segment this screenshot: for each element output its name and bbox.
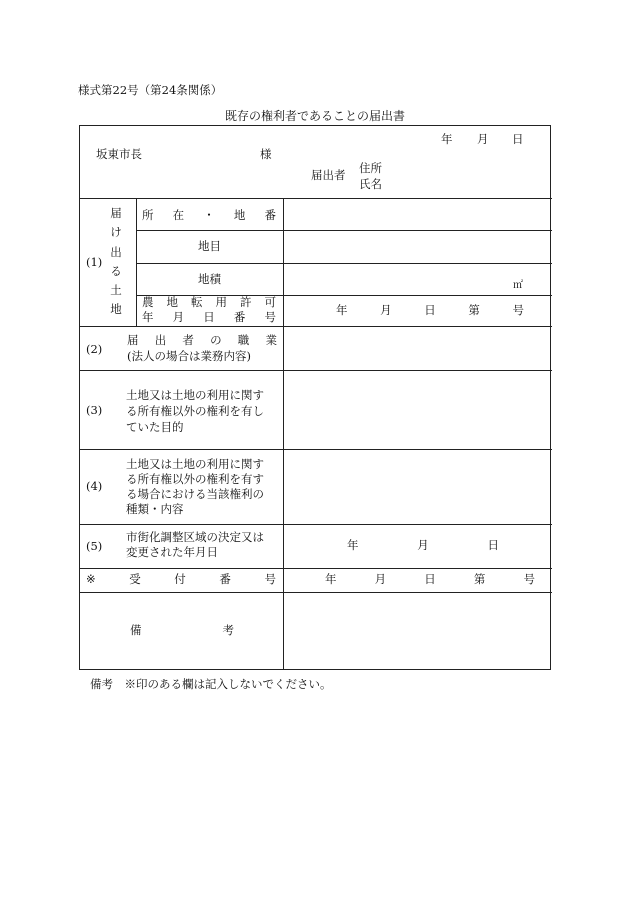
permit-label-line2: 年 月 日 番 号	[142, 310, 276, 324]
section4-line1: 土地又は土地の利用に関す	[126, 457, 264, 471]
section3-line3: ていた目的	[126, 420, 184, 434]
section1-label: 届 け 出 る 土 地	[110, 206, 122, 317]
applicant-label: 届出者	[311, 168, 346, 182]
section3-number: (3)	[86, 403, 103, 417]
address-label: 住所	[359, 161, 382, 175]
section5-line1: 市街化調整区域の決定又は	[126, 530, 264, 544]
honorific: 様	[260, 147, 272, 161]
permit-label-line1: 農 地 転 用 許 可	[142, 295, 276, 309]
section4-line2: る所有権以外の権利を有す	[126, 472, 264, 486]
document-title: 既存の権利者であることの届出書	[224, 109, 405, 123]
permit-value: 年 月 日 第 号	[336, 303, 524, 317]
section5-date: 年 月 日	[347, 538, 499, 552]
land-category-label: 地目	[198, 239, 221, 253]
footer-note: 備考 ※印のある欄は記入しないでください。	[90, 677, 332, 691]
addressee: 坂東市長	[96, 147, 142, 161]
section4-line3: る場合における当該権利の	[126, 487, 264, 501]
header-year: 年	[441, 132, 453, 146]
header-day: 日	[512, 132, 524, 146]
header-month: 月	[477, 132, 489, 146]
section2-number: (2)	[86, 342, 103, 356]
section5-number: (5)	[86, 539, 103, 553]
receipt-label: ※ 受 付 番 号	[86, 572, 276, 586]
receipt-value: 年 月 日 第 号	[325, 572, 535, 586]
section3-line2: る所有権以外の権利を有し	[126, 404, 264, 418]
location-label: 所 在 ・ 地 番	[142, 208, 276, 222]
section1-number: (1)	[86, 255, 103, 269]
area-unit: ㎡	[513, 280, 523, 291]
occupation-sublabel: (法人の場合は業務内容)	[127, 349, 251, 363]
form-number: 様式第22号（第24条関係）	[78, 83, 223, 97]
name-label: 氏名	[359, 177, 382, 191]
remarks-label: 備 考	[130, 623, 234, 637]
form-table	[79, 125, 551, 670]
section5-line2: 変更された年月日	[126, 545, 218, 559]
section4-number: (4)	[86, 479, 103, 493]
occupation-label: 届 出 者 の 職 業	[127, 333, 277, 347]
section4-line4: 種類・内容	[126, 502, 184, 516]
land-area-label: 地積	[198, 272, 221, 286]
section3-line1: 土地又は土地の利用に関す	[126, 388, 264, 402]
